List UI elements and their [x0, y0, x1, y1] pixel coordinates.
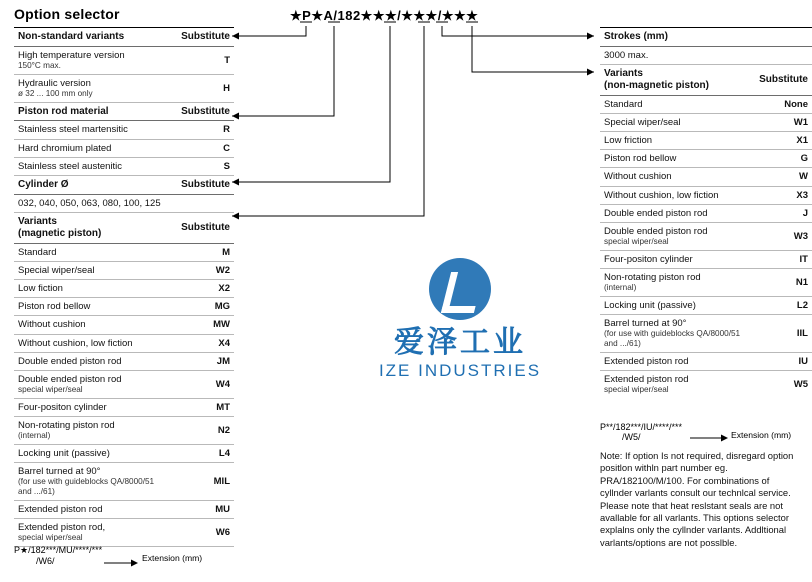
option-code: IT [748, 250, 812, 268]
table-row [14, 279, 234, 297]
option-label: Low friction [600, 132, 748, 150]
section-subheading: (magnetic piston) [18, 227, 102, 239]
option-code: X1 [748, 132, 812, 150]
table-row [14, 121, 234, 139]
table-row [600, 186, 812, 204]
table-row [14, 212, 234, 243]
option-sublabel: special wiper/seal [604, 385, 669, 395]
right-extension-label: Extension (mm) [731, 430, 792, 440]
option-code: MU [172, 500, 234, 518]
option-code: W [748, 168, 812, 186]
table-row [600, 113, 812, 131]
section-heading-value [748, 28, 812, 47]
table-row [600, 352, 812, 370]
table-row [600, 269, 812, 297]
table-row [600, 95, 812, 113]
table-row [14, 157, 234, 175]
table-row [14, 261, 234, 279]
section-heading: Strokes (mm) [600, 28, 748, 47]
table-row [14, 500, 234, 518]
section-heading-value: Substitute [172, 28, 234, 47]
table-row [14, 74, 234, 102]
option-label: Locking unit (passive) [14, 444, 172, 462]
option-code: X4 [172, 334, 234, 352]
option-code: L4 [172, 444, 234, 462]
table-row [14, 298, 234, 316]
option-label: Non-rotating piston rod [18, 420, 115, 432]
option-code: J [748, 204, 812, 222]
option-label: Without cushion, low fiction [14, 334, 172, 352]
option-sublabel: ø 32 ... 100 mm only [18, 88, 93, 98]
option-label: Piston rod bellow [14, 298, 172, 316]
option-label: Double ended piston rod [604, 226, 708, 238]
option-code: R [172, 121, 234, 139]
option-label: Extended piston rod [604, 373, 689, 385]
option-sublabel: special wiper/seal [18, 385, 83, 395]
option-label: Double ended piston rod [18, 373, 122, 385]
section-heading: Variants [604, 68, 643, 79]
option-label: Without cushion [14, 316, 172, 334]
option-label: Double ended piston rod [600, 204, 748, 222]
option-label: Extended piston rod [14, 500, 172, 518]
table-row [14, 175, 234, 194]
option-code [172, 194, 234, 212]
option-sublabel: special wiper/seal [604, 237, 669, 247]
table-row [600, 204, 812, 222]
table-row [14, 46, 234, 74]
section-heading-value: Substitute [172, 102, 234, 121]
option-code: H [172, 74, 234, 102]
section-heading: Variants [18, 215, 57, 227]
option-code: N1 [748, 269, 812, 297]
watermark-company-name-cn: 爱泽工业 [394, 326, 526, 359]
watermark [330, 258, 590, 381]
table-row [14, 463, 234, 501]
option-code: W1 [748, 113, 812, 131]
option-label: Four-positon cylinder [600, 250, 748, 268]
left-extension-label: Extension (mm) [142, 553, 203, 563]
table-row [600, 46, 812, 64]
option-label: Standard [600, 95, 748, 113]
table-row [14, 398, 234, 416]
option-sublabel: (for use with guideblocks QA/8000/51 and .../61) [604, 329, 741, 349]
option-label: Low fiction [14, 279, 172, 297]
option-label: Non-rotating piston rod [604, 272, 701, 284]
section-heading: Piston rod material [14, 102, 172, 121]
option-label: Locking unit (passive) [600, 296, 748, 314]
option-code: None [748, 95, 812, 113]
option-code: X2 [172, 279, 234, 297]
option-label: Special wiper/seal [14, 261, 172, 279]
option-code: MW [172, 316, 234, 334]
option-code: M [172, 243, 234, 261]
right-table-body [600, 28, 812, 398]
left-extension-arrow-icon [104, 558, 140, 568]
section-heading: Non-standard variants [14, 28, 172, 47]
table-row [600, 250, 812, 268]
table-row [14, 194, 234, 212]
option-label: Extended piston rod, [18, 521, 106, 533]
option-label: 3000 max. [600, 46, 748, 64]
section-heading-value: Substitute [172, 212, 234, 243]
option-label: Standard [14, 243, 172, 261]
section-heading-value: Substitute [748, 65, 812, 96]
table-row [14, 334, 234, 352]
table-row [600, 168, 812, 186]
option-sublabel: (internal) [604, 283, 637, 293]
right-part-number-formula [600, 422, 682, 442]
table-row [600, 223, 812, 251]
table-row [14, 370, 234, 398]
option-code: L2 [748, 296, 812, 314]
option-code: C [172, 139, 234, 157]
formula-line-1: P**/182***/IU/****/*** [600, 422, 683, 432]
option-sublabel: special wiper/seal [18, 533, 83, 543]
option-code: JM [172, 352, 234, 370]
table-row [14, 102, 234, 121]
formula-line-2: /W5/ [622, 432, 641, 442]
company-logo-icon [429, 258, 491, 320]
note-text: Note: If option Is not required, disregard option positlon withln part number eg. PRA/182100/M/100. For combinations of cyllnder varlants consult our technlcal service. Please note that heat reslstant seals are not avallable for all varlants. This options selector explalns only the cyllnder varlants. Addltional varlants/options are not posslble. [600, 450, 794, 548]
option-code: W6 [172, 518, 234, 546]
right-options-table [600, 27, 812, 398]
option-label: Barrel turned at 90° [604, 318, 687, 330]
table-row [14, 417, 234, 445]
option-code: X3 [748, 186, 812, 204]
option-label: Special wiper/seal [600, 113, 748, 131]
option-label: Piston rod bellow [600, 150, 748, 168]
option-sublabel: (internal) [18, 431, 51, 441]
formula-line-1: P★/182***/MU/****/*** [14, 545, 103, 555]
option-code [748, 46, 812, 64]
left-table-body [14, 28, 234, 547]
table-row [600, 65, 812, 96]
page-title: Option selector [14, 6, 120, 22]
left-options-table [14, 27, 234, 547]
option-label: Extended piston rod [600, 352, 748, 370]
option-label: Barrel turned at 90° [18, 466, 101, 478]
option-label: Without cushion, low fiction [600, 186, 748, 204]
section-heading: Cylinder Ø [14, 175, 172, 194]
table-row [14, 518, 234, 546]
option-label: Stainless steel austenitic [14, 157, 172, 175]
right-extension-arrow-icon [690, 433, 730, 443]
formula-line-2: /W6/ [36, 556, 55, 566]
option-label: Double ended piston rod [14, 352, 172, 370]
option-label: 032, 040, 050, 063, 080, 100, 125 [14, 194, 172, 212]
section-subheading: (non-magnetic piston) [604, 79, 709, 91]
table-row [600, 28, 812, 47]
option-code: G [748, 150, 812, 168]
table-row [14, 243, 234, 261]
option-code: N2 [172, 417, 234, 445]
option-code: W3 [748, 223, 812, 251]
option-code: T [172, 46, 234, 74]
option-code: IIL [748, 315, 812, 353]
option-sublabel: (for use with guideblocks QA/8000/51 and .../61) [18, 477, 155, 496]
table-row [600, 370, 812, 397]
left-part-number-formula [14, 545, 102, 566]
option-code: MG [172, 298, 234, 316]
table-row [14, 28, 234, 47]
option-code: W2 [172, 261, 234, 279]
table-row [14, 444, 234, 462]
option-label: High temperature version [18, 49, 125, 61]
option-code: IU [748, 352, 812, 370]
table-row [600, 132, 812, 150]
table-row [14, 316, 234, 334]
option-label: Hydraulic version [18, 77, 91, 89]
option-code: MT [172, 398, 234, 416]
table-row [600, 150, 812, 168]
option-label: Stainless steel martensitic [14, 121, 172, 139]
option-code: S [172, 157, 234, 175]
option-code: W4 [172, 370, 234, 398]
watermark-company-name-en: IZE INDUSTRIES [378, 361, 542, 380]
section-heading-value: Substitute [172, 175, 234, 194]
option-label: Without cushion [600, 168, 748, 186]
option-code: W5 [793, 378, 808, 390]
table-row [600, 315, 812, 353]
table-row [600, 296, 812, 314]
option-code: MIL [172, 463, 234, 501]
option-label: Hard chromium plated [14, 139, 172, 157]
table-row [14, 139, 234, 157]
option-label: Four-positon cylinder [14, 398, 172, 416]
table-row [14, 352, 234, 370]
part-number-code: ★P★A/182★★★/★★★/★★★ [290, 8, 479, 23]
option-sublabel: 150°C max. [18, 61, 61, 70]
